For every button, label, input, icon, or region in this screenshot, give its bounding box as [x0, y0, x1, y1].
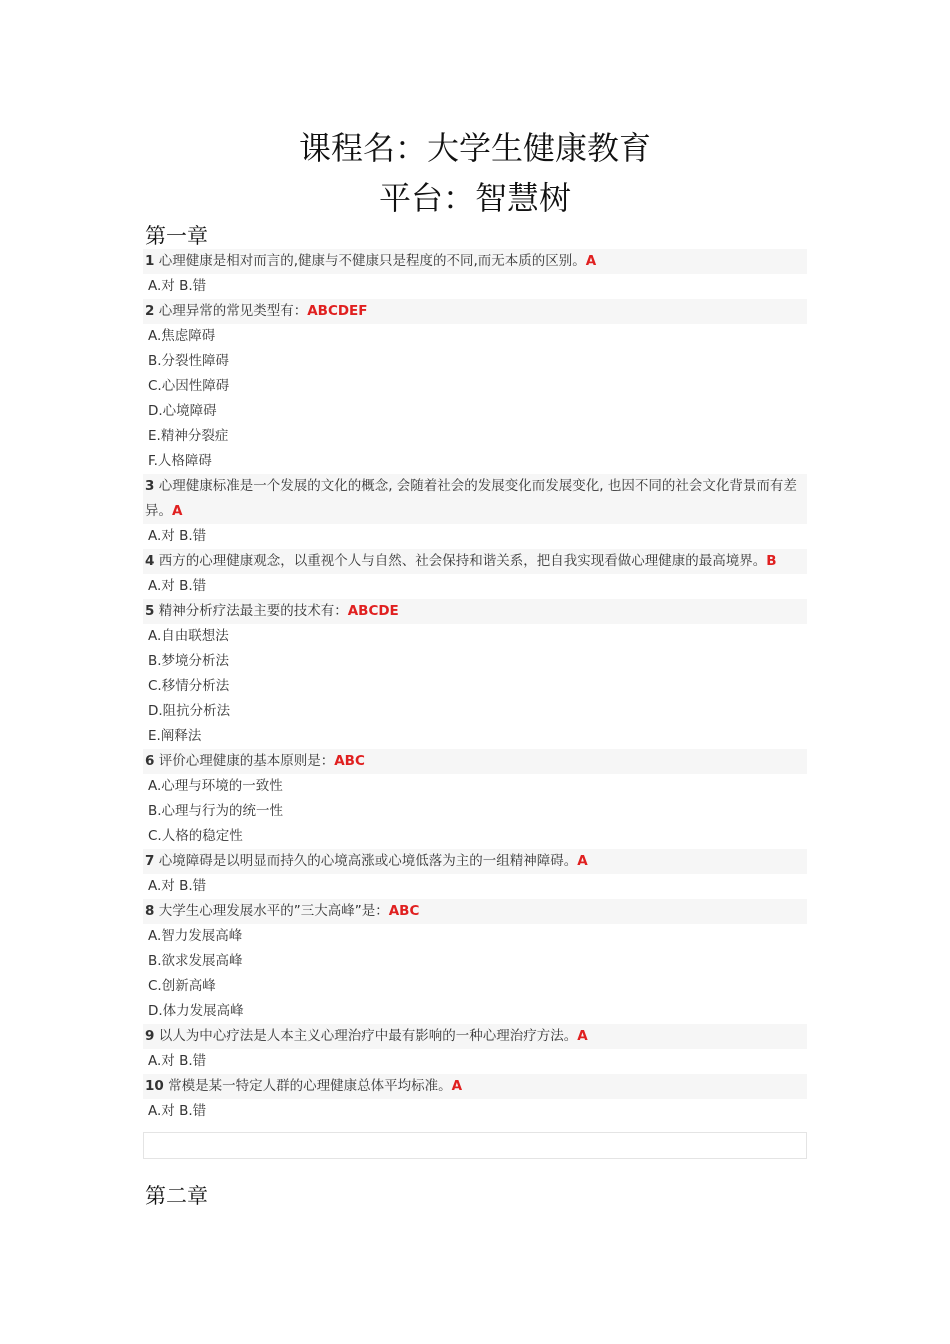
option-line: A.焦虑障碍 [148, 328, 216, 344]
question-number: 3 [145, 478, 155, 494]
question-text: 评价心理健康的基本原则是： [158, 753, 335, 769]
question-10 [143, 1074, 807, 1099]
answer-key: ABCDEF [307, 303, 368, 319]
option-line: F.人格障碍 [148, 453, 212, 469]
answer-key: A [451, 1078, 463, 1094]
question-text: 心境障碍是以明显而持久的心境高涨或心境低落为主的一组精神障碍。 [158, 853, 578, 869]
answer-key: A [577, 1028, 588, 1044]
question-4 [143, 549, 807, 574]
chapter-heading-2: 第二章 [145, 1184, 208, 1208]
answer-key: ABCDE [347, 603, 399, 619]
question-1 [143, 249, 807, 274]
question-text: 常模是某一特定人群的心理健康总体平均标准。 [168, 1078, 452, 1094]
option-line: B.心理与行为的统一性 [148, 803, 284, 819]
option-line: D.体力发展高峰 [148, 1003, 244, 1019]
course-title: 课程名：大学生健康教育 [298, 129, 651, 167]
question-text: 心理健康标准是一个发展的文化的概念, 会随着社会的发展变化而发展变化, 也因不同的社会文化背景而有差异。 [145, 478, 797, 519]
question-number: 2 [145, 303, 155, 319]
question-text: 大学生心理发展水平的”三大高峰”是： [158, 903, 389, 919]
option-line: B.欲求发展高峰 [148, 953, 243, 969]
option-line: A.对 B.错 [148, 878, 207, 894]
question-3 [143, 474, 807, 524]
option-line: A.对 B.错 [148, 1103, 207, 1119]
question-number: 8 [145, 903, 155, 919]
question-text: 以人为中心疗法是人本主义心理治疗中最有影响的一种心理治疗方法。 [158, 1028, 578, 1044]
question-list [143, 249, 807, 1124]
empty-divider-box [143, 1132, 807, 1159]
option-line: C.创新高峰 [148, 978, 216, 994]
option-line: A.对 B.错 [148, 278, 207, 294]
platform-title: 平台：智慧树 [378, 179, 571, 217]
answer-key: A [172, 503, 183, 519]
option-line: B.梦境分析法 [148, 653, 230, 669]
option-line: A.自由联想法 [148, 628, 229, 644]
question-5 [143, 599, 807, 624]
option-line: E.精神分裂症 [148, 428, 229, 444]
question-8 [143, 899, 807, 924]
question-number: 10 [145, 1078, 164, 1094]
option-line: A.对 B.错 [148, 1053, 207, 1069]
option-line: C.人格的稳定性 [148, 828, 243, 844]
question-number: 4 [145, 553, 155, 569]
option-line: C.心因性障碍 [148, 378, 230, 394]
answer-key: ABC [334, 753, 365, 769]
question-9 [143, 1024, 807, 1049]
answer-key: A [585, 253, 597, 269]
question-text: 心理健康是相对而言的,健康与不健康只是程度的不同,而无本质的区别。 [158, 253, 586, 269]
chapter-heading-1: 第一章 [145, 224, 208, 248]
option-line: B.分裂性障碍 [148, 353, 230, 369]
question-text: 精神分析疗法最主要的技术有： [158, 603, 348, 619]
question-6 [143, 749, 807, 774]
answer-key: B [766, 553, 777, 569]
option-line: E.阐释法 [148, 728, 202, 744]
question-text: 西方的心理健康观念，以重视个人与自然、社会保持和谐关系，把自我实现看做心理健康的最高境界。 [158, 553, 767, 569]
option-line: D.心境障碍 [148, 403, 217, 419]
option-line: A.智力发展高峰 [148, 928, 243, 944]
option-line: D.阻抗分析法 [148, 703, 231, 719]
option-line: A.心理与环境的一致性 [148, 778, 283, 794]
question-2 [143, 299, 807, 324]
option-line: A.对 B.错 [148, 578, 207, 594]
question-number: 1 [145, 253, 155, 269]
option-line: C.移情分析法 [148, 678, 230, 694]
question-number: 5 [145, 603, 155, 619]
question-number: 6 [145, 753, 155, 769]
question-number: 9 [145, 1028, 155, 1044]
answer-key: ABC [388, 903, 420, 919]
question-7 [143, 849, 807, 874]
option-line: A.对 B.错 [148, 528, 207, 544]
question-number: 7 [145, 853, 155, 869]
answer-key: A [577, 853, 588, 869]
question-text: 心理异常的常见类型有： [158, 303, 308, 319]
